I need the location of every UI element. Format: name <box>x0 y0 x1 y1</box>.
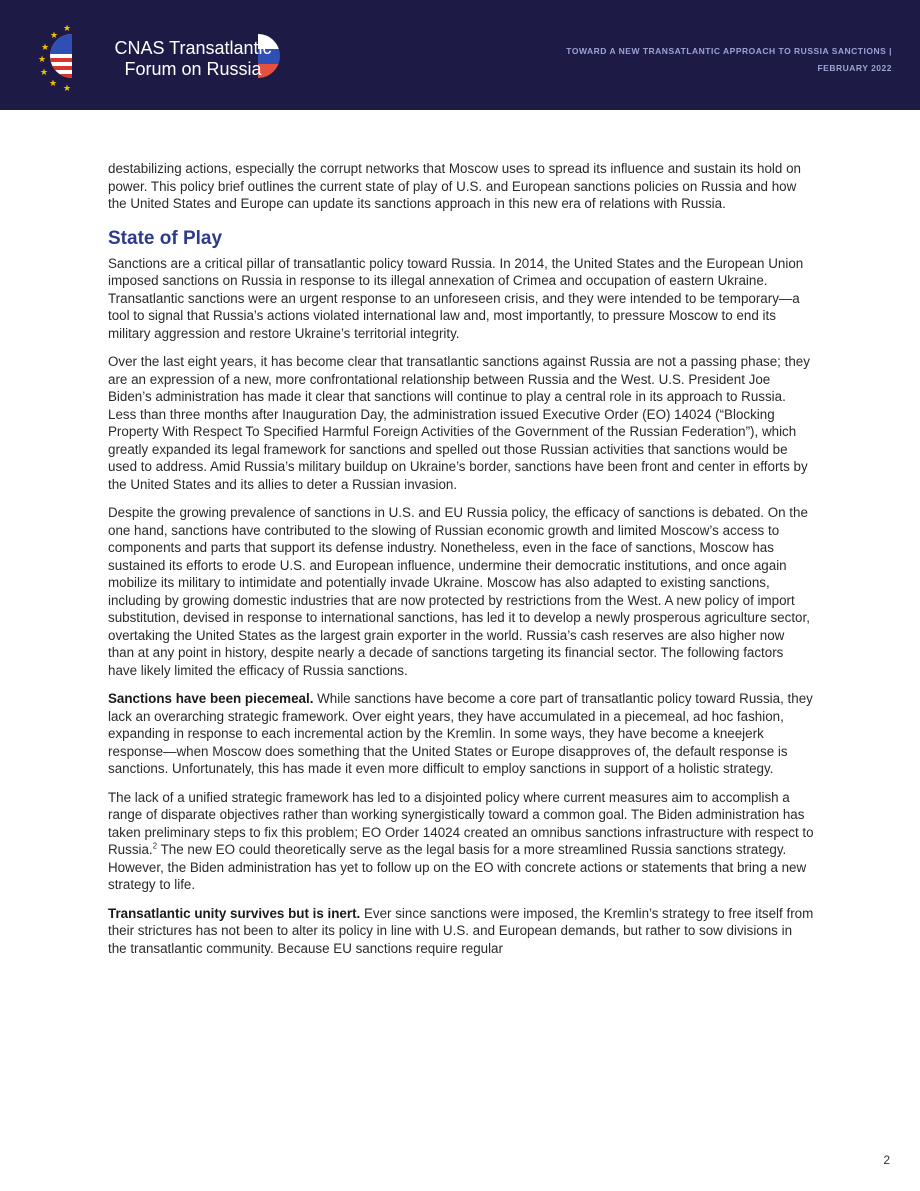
paragraph-2: Over the last eight years, it has become clear that transatlantic sanctions against Russia are not a passing phase; they are an expression of a new, more confrontational relationship between Russia and the West. U.S. President Joe Biden’s administration has made it clear that sanctions will continue to play a central role in its approach to Russia. Less than three months after Inauguration Day, the administration issued Executive Order (EO) 14024 (“Blocking Property With Respect To Specified Harmful Foreign Activities of the Government of the Russian Federation”), which greatly expanded its legal framework for sanctions and spelled out those Russian activities that sanctions would be used to address. Amid Russia’s military buildup on Ukraine’s border, sanctions have been front and center in efforts by the United States and its allies to deter a Russian invasion. <box>108 354 810 492</box>
report-date: FEBRUARY 2022 <box>817 63 892 73</box>
svg-text:★: ★ <box>38 55 47 65</box>
paragraph-4-text: While sanctions have become a core part of transatlantic policy toward Russia, they lack an overarching strategic framework. Over eight years, they have accumulated in a piecemeal, ad hoc fashion, expanding in response to each incremental action by the Kremlin. In some ways, they have become a kneejerk response—when Moscow does something that the United States or Europe disapproves of, the default response is sanctions. Unfortunately, this has made it even more difficult to employ sanctions in support of a holistic strategy. <box>108 691 813 776</box>
paragraph-5-text-a: The lack of a unified strategic framework has led to a disjointed policy where current measures aim to accomplish a range of disparate objectives rather than working synergistically toward a common goal. The Biden administration has taken preliminary steps to fix this problem; EO Order 14024 created an omnibus sanctions infrastructure with respect to Russia. <box>108 789 814 857</box>
paragraph-6-lead: Transatlantic unity survives but is inert. <box>108 905 361 921</box>
logo-text <box>108 38 278 80</box>
paragraph-4 <box>108 690 814 778</box>
paragraph-6-text: Ever since sanctions were imposed, the Kremlin’s strategy to free itself from their strictures has not been to alter its policy in line with U.S. and European demands, but rather to sow divisions in the transatlantic community. Because EU sanctions require regular <box>108 905 814 956</box>
footnote-ref[interactable]: 2 <box>152 841 158 851</box>
paragraph-3: Despite the growing prevalence of sanctions in U.S. and EU Russia policy, the efficacy of sanctions is debated. On the one hand, sanctions have contributed to the slowing of Russian economic growth and limited Moscow’s access to components and parts that support its defense industry. Nonetheless, even in the face of sanctions, Moscow has sustained its efforts to erode U.S. and European influence, undermine their democratic institutions, and once again mobilize its military to intimidate and potentially invade Ukraine. Moscow has also adapted to existing sanctions, including by growing domestic industries that are now protected by restrictions from the West. A new policy of import substitution, devised in response to international sanctions, has led it to develop a newly prosperous agriculture sector, overtaking the United States as the largest grain exporter in the world. Russia’s cash reserves are also higher now than at any point in history, despite nearly a decade of sanctions targeting its financial sector. The following factors have likely limited the efficacy of Russia sanctions. <box>108 505 810 678</box>
page-number: 2 <box>883 1153 890 1167</box>
logo-line-1: CNAS Transatlantic <box>114 38 272 58</box>
paragraph-5-text-b: The new EO could theoretically serve as the legal basis for a more streamlined Russia sanctions strategy. However, the Biden administration has yet to follow up on the EO with concrete actions or statements that bring a new strategy to life. <box>108 842 807 892</box>
svg-text:★: ★ <box>49 79 58 89</box>
svg-text:★: ★ <box>50 31 59 41</box>
svg-text:★: ★ <box>40 68 49 78</box>
paragraph-1: Sanctions are a critical pillar of transatlantic policy toward Russia. In 2014, the United States and the European Union imposed sanctions on Russia in response to its illegal annexation of Crimea and occupation of eastern Ukraine. Transatlantic sanctions were an urgent response to an unforeseen crisis, and they were intended to be temporary—a tool to signal that Russia’s actions violated international law and, most importantly, to pressure Moscow to end its military aggression and restore Ukraine’s territorial integrity. <box>108 255 804 341</box>
intro-paragraph: destabilizing actions, especially the corrupt networks that Moscow uses to spread its influence and sustain its hold on power. This policy brief outlines the current state of play of U.S. and European sanctions policies on Russia and how the United States and Europe can update its sanctions approach in this new era of relations with Russia. <box>108 161 801 211</box>
svg-text:★: ★ <box>41 43 50 53</box>
paragraph-6 <box>108 905 814 958</box>
paragraph-5 <box>108 789 814 894</box>
article-body <box>108 160 814 968</box>
logo-line-2: Forum on Russia <box>124 59 262 79</box>
paragraph-4-lead: Sanctions have been piecemeal. <box>108 691 314 706</box>
svg-text:★: ★ <box>63 24 72 34</box>
section-heading: State of Play <box>108 227 223 249</box>
running-header <box>566 43 892 77</box>
report-title: TOWARD A NEW TRANSATLANTIC APPROACH TO RUSSIA SANCTIONS | <box>566 46 892 56</box>
page-header <box>0 0 920 110</box>
cnas-logo <box>30 20 290 92</box>
svg-text:★: ★ <box>63 84 72 92</box>
